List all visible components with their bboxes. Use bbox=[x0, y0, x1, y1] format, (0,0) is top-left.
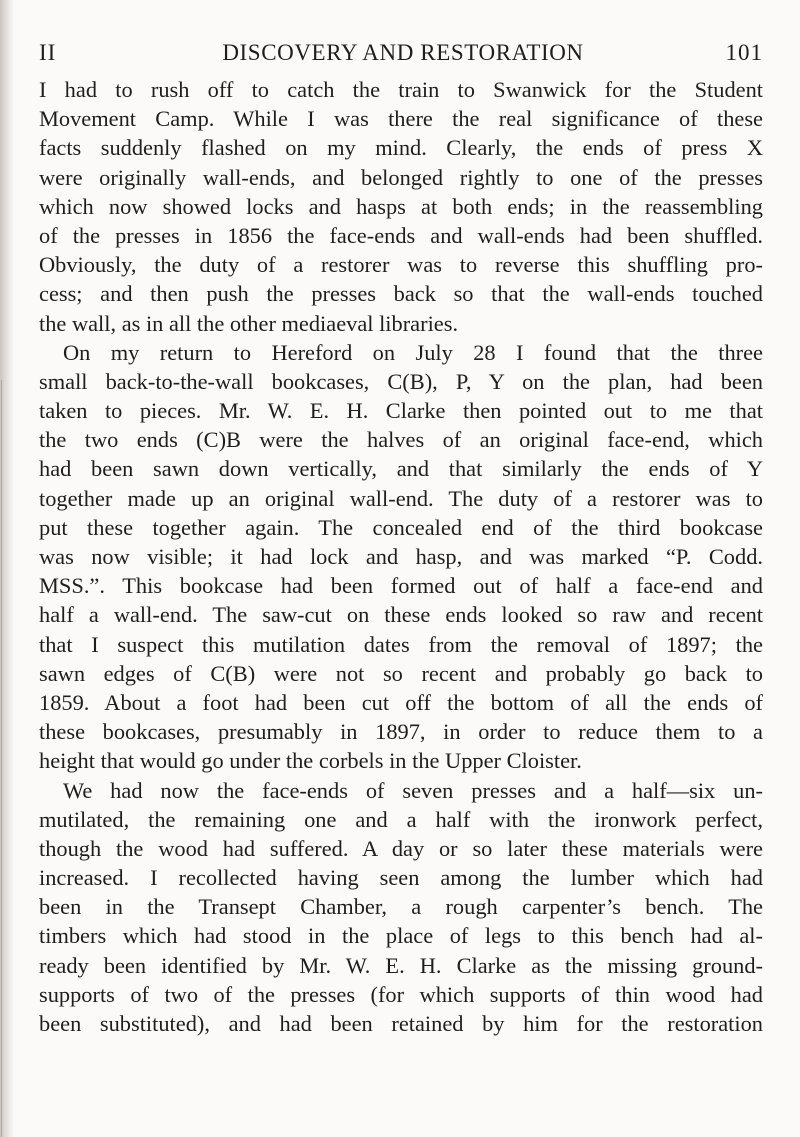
text-line: been in the Transept Chamber, a rough carpenter’s bench. The bbox=[39, 894, 763, 920]
text-line: put these together again. The concealed end of the third bookcase bbox=[39, 514, 763, 540]
page-gutter-edge bbox=[1, 380, 2, 1137]
paragraph-2 bbox=[39, 338, 763, 776]
text-line: We had now the face-ends of seven presses and a half—six un- bbox=[63, 777, 763, 803]
text-line: timbers which had stood in the place of legs to this bench had al- bbox=[39, 923, 763, 949]
paragraph-1 bbox=[39, 75, 763, 338]
text-line: 1859. About a foot had been cut off the bottom of all the ends of bbox=[39, 689, 763, 715]
page-number: 101 bbox=[725, 40, 763, 65]
text-line: which now showed locks and hasps at both ends; in the reassembling bbox=[39, 193, 763, 219]
text-line: cess; and then push the presses back so that the wall-ends touched bbox=[39, 281, 763, 307]
text-line: been substituted), and had been retained by him for the restoration bbox=[39, 1011, 763, 1036]
text-line: taken to pieces. Mr. W. E. H. Clarke then pointed out to me that bbox=[39, 398, 763, 424]
text-line: the wall, as in all the other mediaeval libraries. bbox=[39, 310, 459, 336]
text-line: half a wall-end. The saw-cut on these ends looked so raw and recent bbox=[39, 602, 763, 628]
text-line: facts suddenly flashed on my mind. Clearly, the ends of press X bbox=[39, 135, 763, 161]
text-line: these bookcases, presumably in 1897, in order to reduce them to a bbox=[39, 719, 763, 745]
text-line: sawn edges of C(B) were not so recent and probably go back to bbox=[39, 660, 763, 686]
text-line: supports of two of the presses (for which supports of thin wood had bbox=[39, 981, 763, 1007]
running-head-title: DISCOVERY AND RESTORATION bbox=[222, 40, 584, 65]
text-line: that I suspect this mutilation dates from the removal of 1897; the bbox=[39, 631, 763, 657]
page-gutter-shadow bbox=[0, 0, 14, 1137]
text-line: were originally wall-ends, and belonged rightly to one of the presses bbox=[39, 164, 763, 190]
text-line: was now visible; it had lock and hasp, and was marked “P. Codd. bbox=[39, 544, 763, 569]
text-line: Obviously, the duty of a restorer was to reverse this shuffling pro- bbox=[39, 252, 763, 278]
text-line: mutilated, the remaining one and a half with the ironwork perfect, bbox=[39, 806, 763, 832]
text-line: of the presses in 1856 the face-ends and wall-ends had been shuffled. bbox=[39, 222, 763, 248]
text-line: together made up an original wall-end. The duty of a restorer was to bbox=[39, 485, 763, 511]
text-line: Movement Camp. While I was there the real significance of these bbox=[39, 106, 763, 132]
chapter-numeral: II bbox=[39, 40, 57, 65]
text-line: height that would go under the corbels in the Upper Cloister. bbox=[39, 748, 582, 774]
text-line: I had to rush off to catch the train to Swanwick for the Student bbox=[39, 77, 763, 102]
text-line: though the wood had suffered. A day or so later these materials were bbox=[39, 835, 763, 861]
paragraph-3 bbox=[39, 776, 763, 1039]
text-line: small back-to-the-wall bookcases, C(B), P, Y on the plan, had been bbox=[39, 368, 763, 394]
text-line: MSS.”. This bookcase had been formed out of half a face-end and bbox=[39, 573, 763, 599]
text-line: ready been identified by Mr. W. E. H. Clarke as the missing ground- bbox=[39, 952, 763, 978]
body-text bbox=[39, 75, 763, 1038]
text-line: had been sawn down vertically, and that similarly the ends of Y bbox=[39, 456, 763, 482]
running-head bbox=[39, 40, 763, 68]
text-line: On my return to Hereford on July 28 I found that the three bbox=[63, 339, 763, 365]
text-line: the two ends (C)B were the halves of an original face-end, which bbox=[39, 427, 763, 453]
text-line: increased. I recollected having seen among the lumber which had bbox=[39, 865, 763, 891]
